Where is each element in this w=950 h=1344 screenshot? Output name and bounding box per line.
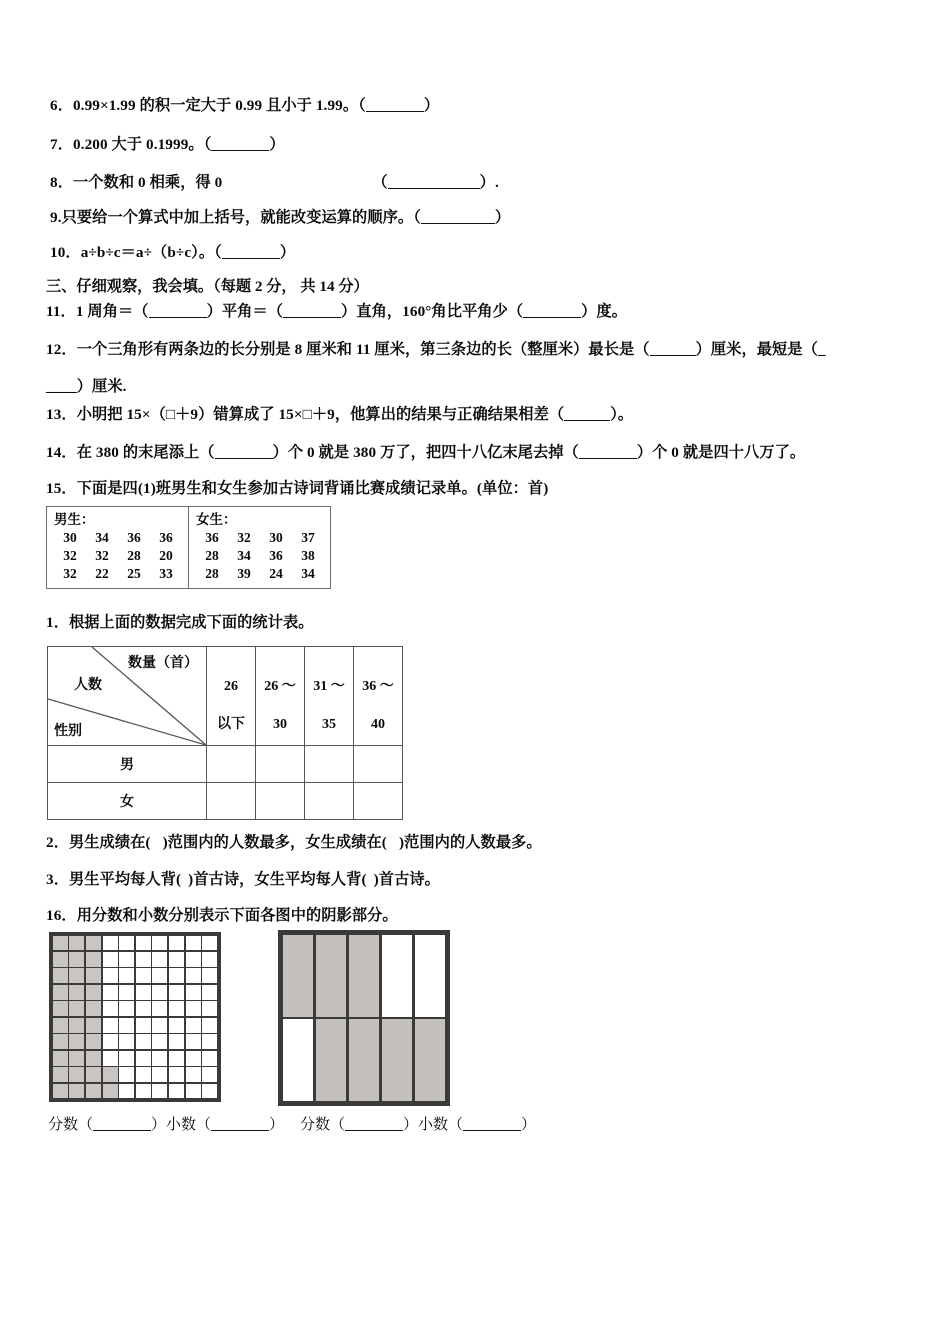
grid-cell-shaded <box>103 1084 118 1099</box>
grid-cell-empty <box>202 952 217 967</box>
grid-cell-empty <box>103 1051 118 1066</box>
girls-title: 女生： <box>196 512 237 527</box>
grid-cell-empty <box>119 968 134 983</box>
question-14-part2: ）个 0 就是 380 万了，把四十八亿末尾去掉（ <box>272 444 579 461</box>
grid-cell-empty <box>169 1051 184 1066</box>
range-line-1: 26 ～ <box>264 679 296 694</box>
question-15-number: 15． <box>46 480 77 497</box>
grid-cell-empty <box>136 1001 151 1016</box>
grid-cell-shaded <box>53 936 68 951</box>
grid-cell-shaded <box>86 968 101 983</box>
decimal-label: ）小数（ <box>403 1117 464 1133</box>
grid-cell-shaded <box>349 935 379 1017</box>
grid-cell-empty <box>169 1018 184 1033</box>
answer-blank[interactable] <box>523 317 581 318</box>
question-11-part1: 1 周角＝（ <box>75 303 149 320</box>
question-8-number: 8． <box>50 174 73 191</box>
grid-cell-shaded <box>53 1034 68 1049</box>
score-value: 39 <box>237 566 251 581</box>
grid-cell-empty <box>169 1001 184 1016</box>
sub-question-3-part3: )首古诗。 <box>373 871 440 888</box>
grid-cell-empty <box>186 1051 201 1066</box>
question-9 <box>50 208 510 228</box>
grid-cell-empty <box>119 1051 134 1066</box>
sub-question-2-part2: )范围内的人数最多，女生成绩在( <box>162 834 387 851</box>
grid-cell-empty <box>186 936 201 951</box>
question-11-part4: ）度。 <box>581 303 628 320</box>
question-8-close: ）. <box>479 174 499 191</box>
shaded-figure-left <box>49 932 221 1102</box>
answer-blank[interactable] <box>564 420 610 421</box>
score-value: 36 <box>159 530 173 545</box>
grid-cell-shaded <box>53 985 68 1000</box>
question-8-open: （ <box>372 174 388 191</box>
answer-blank[interactable] <box>93 1130 151 1131</box>
grid-cell-empty <box>169 936 184 951</box>
grid-cell-empty <box>415 935 445 1017</box>
grid-cell-empty <box>103 1034 118 1049</box>
grid-cell-shaded <box>69 985 84 1000</box>
answer-blank[interactable] <box>366 111 424 112</box>
range-line-2: 以下 <box>217 717 245 732</box>
question-13-part2: ）。 <box>610 406 634 423</box>
sub-question-3-part1: 男生平均每人背( <box>68 871 182 888</box>
grid-cell-empty <box>136 1051 151 1066</box>
grid-cell-empty <box>136 1018 151 1033</box>
grid-cell-shaded <box>69 1001 84 1016</box>
sub-question-3-number: 3． <box>46 871 69 888</box>
answer-blank[interactable] <box>211 1130 269 1131</box>
question-6-close: ） <box>423 97 440 114</box>
question-7-number: 7． <box>50 136 73 153</box>
sub-question-1-number: 1． <box>46 614 69 631</box>
grid-cell-empty <box>103 985 118 1000</box>
score-record-box <box>46 506 331 589</box>
answer-blank[interactable] <box>211 150 269 151</box>
boys-row <box>54 529 182 547</box>
row-label-female: 女 <box>48 783 207 820</box>
range-column-header <box>256 647 305 746</box>
score-value: 33 <box>159 566 173 581</box>
grid-cell-shaded <box>86 1067 101 1082</box>
answer-blank[interactable] <box>388 188 480 189</box>
score-value: 34 <box>95 530 109 545</box>
grid-cell-shaded <box>349 1019 379 1101</box>
grid-cell-shaded <box>53 1067 68 1082</box>
grid-cell-empty <box>186 1084 201 1099</box>
score-value: 36 <box>127 530 141 545</box>
grid-cell-empty <box>186 1034 201 1049</box>
section-three-heading: 三、仔细观察，我会填。（每题 2 分， 共 14 分） <box>46 278 369 295</box>
grid-cell-empty <box>186 1067 201 1082</box>
answer-label-right <box>300 1113 536 1134</box>
grid-cell-empty <box>119 952 134 967</box>
sub-question-2-part3: )范围内的人数最多。 <box>398 834 542 851</box>
question-12-wrap <box>46 377 127 397</box>
fraction-label: 分数（ <box>300 1117 346 1133</box>
sub-question-3-part2: )首古诗，女生平均每人背( <box>188 871 367 888</box>
question-12-part3: ____）厘米. <box>46 378 127 395</box>
table-row <box>48 746 403 783</box>
score-value: 32 <box>63 566 77 581</box>
grid-cell-empty <box>152 1001 167 1016</box>
table-cell-input[interactable] <box>354 746 403 783</box>
boys-scores <box>47 507 189 588</box>
grid-cell-empty <box>152 936 167 951</box>
grid-cell-empty <box>119 1018 134 1033</box>
score-value: 20 <box>159 548 173 563</box>
grid-cell-shaded <box>86 936 101 951</box>
range-column-header <box>207 647 256 746</box>
grid-cell-shaded <box>86 1001 101 1016</box>
question-14-part1: 在 380 的末尾添上（ <box>76 444 215 461</box>
close-paren: ） <box>521 1117 537 1133</box>
question-9-close: ） <box>494 209 511 226</box>
question-11-part3: ）直角，160°角比平角少（ <box>341 303 524 320</box>
question-16-text: 用分数和小数分别表示下面各图中的阴影部分。 <box>76 907 398 924</box>
grid-cell-shaded <box>86 1018 101 1033</box>
grid-cell-empty <box>202 1067 217 1082</box>
grid-cell-shaded <box>69 1018 84 1033</box>
grid-cell-shaded <box>53 952 68 967</box>
score-value: 32 <box>95 548 109 563</box>
question-11 <box>46 302 627 322</box>
grid-cell-shaded <box>53 1051 68 1066</box>
grid-cell-shaded <box>53 1084 68 1099</box>
grid-cell-empty <box>169 1067 184 1082</box>
grid-cell-empty <box>136 1034 151 1049</box>
question-12-part2: ）厘米，最短是（_ <box>695 341 826 358</box>
grid-cell-empty <box>136 1084 151 1099</box>
answer-blank[interactable] <box>579 458 637 459</box>
grid-cell-shaded <box>86 952 101 967</box>
table-header-row <box>48 647 403 746</box>
grid-cell-shaded <box>86 1084 101 1099</box>
table-corner-header <box>48 647 207 746</box>
answer-blank[interactable] <box>222 258 280 259</box>
corner-gender-label: 性别 <box>54 724 82 739</box>
question-9-number: 9. <box>50 209 62 226</box>
answer-blank[interactable] <box>650 355 696 356</box>
grid-cell-shaded <box>69 1067 84 1082</box>
boys-title: 男生： <box>54 512 95 527</box>
grid-cell-empty <box>119 985 134 1000</box>
grid-cell-shaded <box>86 1034 101 1049</box>
score-value: 30 <box>269 530 283 545</box>
range-column-header <box>354 647 403 746</box>
sub-question-1-text: 根据上面的数据完成下面的统计表。 <box>68 614 314 631</box>
grid-cell-empty <box>152 1018 167 1033</box>
range-column-header <box>305 647 354 746</box>
table-cell-input[interactable] <box>207 746 256 783</box>
grid-cell-empty <box>103 968 118 983</box>
grid-cell-empty <box>152 1034 167 1049</box>
grid-cell-empty <box>202 936 217 951</box>
score-value: 32 <box>237 530 251 545</box>
grid-cell-shaded <box>316 935 346 1017</box>
girls-row <box>196 547 324 565</box>
question-11-number: 11． <box>46 303 76 320</box>
sub-question-3 <box>46 870 440 890</box>
sub-question-2 <box>46 833 542 853</box>
corner-count-label: 人数 <box>74 678 102 693</box>
grid-cell-empty <box>169 952 184 967</box>
grid-cell-empty <box>152 985 167 1000</box>
score-value: 25 <box>127 566 141 581</box>
table-cell-input[interactable] <box>207 783 256 820</box>
question-7-text: 0.200 大于 0.1999。（ <box>72 136 212 153</box>
grid-10x10 <box>49 932 221 1102</box>
grid-cell-shaded <box>103 1067 118 1082</box>
table-cell-input[interactable] <box>354 783 403 820</box>
grid-cell-empty <box>103 1018 118 1033</box>
grid-cell-empty <box>202 1084 217 1099</box>
range-line-2: 40 <box>371 717 385 732</box>
grid-cell-empty <box>119 936 134 951</box>
girls-row <box>196 565 324 583</box>
question-8-text: 一个数和 0 相乘，得 0 <box>72 174 223 191</box>
answer-blank[interactable] <box>149 317 207 318</box>
range-line-2: 35 <box>322 717 336 732</box>
row-label-male: 男 <box>48 746 207 783</box>
grid-cell-empty <box>152 1084 167 1099</box>
answer-blank[interactable] <box>463 1130 521 1131</box>
question-14-number: 14． <box>46 444 77 461</box>
question-15 <box>46 479 548 499</box>
question-13-number: 13． <box>46 406 77 423</box>
grid-cell-empty <box>103 936 118 951</box>
score-value: 36 <box>269 548 283 563</box>
score-value: 30 <box>63 530 77 545</box>
grid-cell-empty <box>169 1084 184 1099</box>
score-value: 38 <box>301 548 315 563</box>
sub-question-2-part1: 男生成绩在( <box>68 834 151 851</box>
grid-cell-empty <box>186 952 201 967</box>
score-value: 36 <box>205 530 219 545</box>
grid-cell-empty <box>202 1051 217 1066</box>
grid-5x2 <box>278 930 450 1106</box>
grid-cell-empty <box>169 985 184 1000</box>
answer-label-left <box>48 1113 284 1134</box>
grid-cell-empty <box>186 1018 201 1033</box>
grid-cell-empty <box>169 1034 184 1049</box>
grid-cell-empty <box>136 968 151 983</box>
grid-cell-shaded <box>69 1034 84 1049</box>
grid-cell-empty <box>186 968 201 983</box>
question-10-number: 10． <box>50 244 81 261</box>
grid-cell-empty <box>202 1001 217 1016</box>
answer-blank[interactable] <box>345 1130 403 1131</box>
score-value: 28 <box>205 548 219 563</box>
close-paren: ） <box>269 1117 285 1133</box>
question-11-part2: ）平角＝（ <box>206 303 284 320</box>
question-10-text: a÷b÷c＝a÷（b÷c）。（ <box>80 244 222 261</box>
boys-row <box>54 547 182 565</box>
grid-cell-empty <box>186 985 201 1000</box>
grid-cell-empty <box>136 936 151 951</box>
question-6-number: 6． <box>50 97 73 114</box>
grid-cell-shaded <box>415 1019 445 1101</box>
answer-blank[interactable] <box>421 223 495 224</box>
sub-question-2-number: 2． <box>46 834 69 851</box>
grid-cell-shaded <box>316 1019 346 1101</box>
question-13-part1: 小明把 15×（□＋9）错算成了 15×□＋9，他算出的结果与正确结果相差（ <box>76 406 565 423</box>
range-line-1: 36 ～ <box>362 679 394 694</box>
grid-cell-empty <box>283 1019 313 1101</box>
question-14 <box>46 443 805 463</box>
statistics-table <box>47 646 403 820</box>
boys-row <box>54 565 182 583</box>
grid-cell-empty <box>202 1034 217 1049</box>
table-cell-input[interactable] <box>305 746 354 783</box>
range-line-1: 31 ～ <box>313 679 345 694</box>
grid-cell-empty <box>202 968 217 983</box>
grid-cell-shaded <box>69 936 84 951</box>
grid-cell-empty <box>186 1001 201 1016</box>
question-8 <box>50 173 499 193</box>
grid-cell-shaded <box>69 1051 84 1066</box>
score-value: 32 <box>63 548 77 563</box>
grid-cell-shaded <box>53 1018 68 1033</box>
score-value: 28 <box>205 566 219 581</box>
question-6-text: 0.99×1.99 的积一定大于 0.99 且小于 1.99。（ <box>72 97 366 114</box>
question-14-part3: ）个 0 就是四十八万了。 <box>636 444 806 461</box>
table-cell-input[interactable] <box>256 746 305 783</box>
table-cell-input[interactable] <box>305 783 354 820</box>
question-12-part1: 一个三角形有两条边的长分别是 8 厘米和 11 厘米，第三条边的长（整厘米）最长是（ <box>76 341 650 358</box>
grid-cell-shaded <box>69 968 84 983</box>
question-16-number: 16． <box>46 907 77 924</box>
girls-scores <box>189 507 330 588</box>
grid-cell-shaded <box>53 968 68 983</box>
question-12-number: 12． <box>46 341 77 358</box>
grid-cell-empty <box>202 985 217 1000</box>
grid-cell-shaded <box>53 1001 68 1016</box>
answer-blank[interactable] <box>283 317 341 318</box>
grid-cell-empty <box>103 1001 118 1016</box>
grid-cell-empty <box>382 935 412 1017</box>
answer-blank[interactable] <box>215 458 273 459</box>
range-line-1: 26 <box>224 679 238 694</box>
corner-quantity-label: 数量（首） <box>128 656 198 671</box>
grid-cell-empty <box>119 1034 134 1049</box>
table-cell-input[interactable] <box>256 783 305 820</box>
question-6 <box>50 96 439 116</box>
score-value: 34 <box>301 566 315 581</box>
shaded-figure-right <box>278 930 450 1106</box>
grid-cell-empty <box>152 1051 167 1066</box>
question-9-text: 只要给一个算式中加上括号，就能改变运算的顺序。（ <box>61 209 421 226</box>
question-7 <box>50 135 285 155</box>
girls-row <box>196 529 324 547</box>
fraction-label: 分数（ <box>48 1117 94 1133</box>
grid-cell-empty <box>169 968 184 983</box>
grid-cell-empty <box>136 985 151 1000</box>
question-10 <box>50 243 295 263</box>
grid-cell-empty <box>202 1018 217 1033</box>
question-16 <box>46 906 398 926</box>
question-13 <box>46 405 633 425</box>
score-value: 22 <box>95 566 109 581</box>
grid-cell-empty <box>136 1067 151 1082</box>
question-10-close: ） <box>279 244 296 261</box>
grid-cell-empty <box>152 968 167 983</box>
grid-cell-empty <box>119 1001 134 1016</box>
score-value: 34 <box>237 548 251 563</box>
grid-cell-shaded <box>69 1084 84 1099</box>
grid-cell-shaded <box>69 952 84 967</box>
grid-cell-empty <box>152 952 167 967</box>
grid-cell-empty <box>103 952 118 967</box>
grid-cell-shaded <box>382 1019 412 1101</box>
grid-cell-shaded <box>283 935 313 1017</box>
score-value: 28 <box>127 548 141 563</box>
grid-cell-shaded <box>86 1051 101 1066</box>
range-line-2: 30 <box>273 717 287 732</box>
question-12 <box>46 340 826 360</box>
decimal-label: ）小数（ <box>151 1117 212 1133</box>
score-value: 24 <box>269 566 283 581</box>
grid-cell-shaded <box>86 985 101 1000</box>
grid-cell-empty <box>119 1067 134 1082</box>
grid-cell-empty <box>152 1067 167 1082</box>
sub-question-1 <box>46 613 314 633</box>
question-15-text: 下面是四(1)班男生和女生参加古诗词背诵比赛成绩记录单。(单位：首) <box>76 480 549 497</box>
question-7-close: ） <box>269 136 285 153</box>
grid-cell-empty <box>136 952 151 967</box>
table-row <box>48 783 403 820</box>
grid-cell-empty <box>119 1084 134 1099</box>
score-value: 37 <box>301 530 315 545</box>
